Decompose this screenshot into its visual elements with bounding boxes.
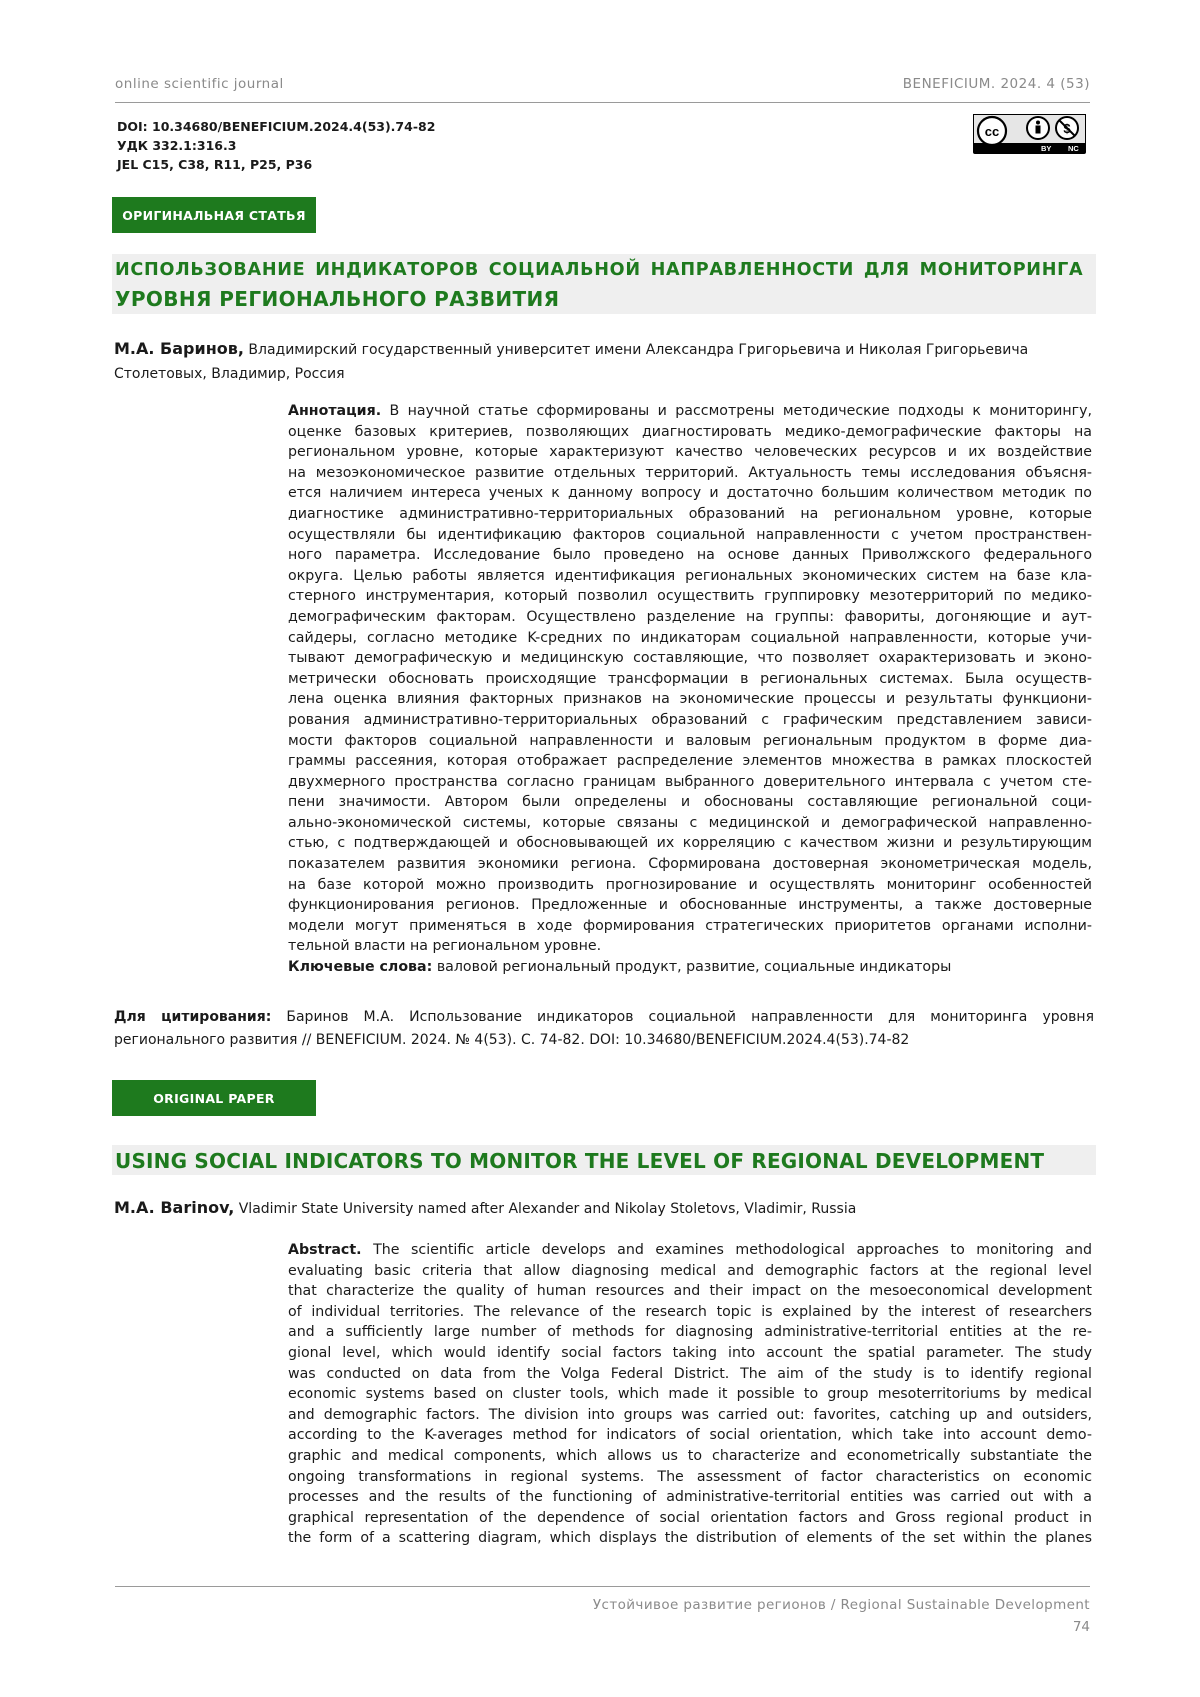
keywords-ru: [288, 957, 1092, 978]
abstract-line: оценке базовых критериев, позволяющих диагностировать медико-демографические факторы на: [288, 422, 1092, 443]
abstract-line: пени значимости. Автором были определены и обоснованы составляющие региональной соци-: [288, 792, 1092, 813]
jel-codes: JEL C15, C38, R11, P25, P36: [117, 155, 435, 174]
cc-by-label: BY: [1041, 144, 1051, 153]
abstract-line: мости факторов социальной направленности и валовым региональным продуктом в форме диа-: [288, 731, 1092, 752]
abstract-line: that characterize the quality of human resources and their impact on the mesoeconomical development: [288, 1281, 1092, 1302]
abstract-line: на базе которой можно производить прогнозирование и осуществлять мониторинг особенностей: [288, 875, 1092, 896]
abstract-line: according to the K-averages method for indicators of social orientation, which take into account demo-: [288, 1425, 1092, 1446]
author-name: М.А. Баринов,: [114, 339, 244, 358]
original-paper-tag: ORIGINAL PAPER: [112, 1080, 316, 1116]
article-title-en: [112, 1145, 1096, 1175]
abstract-line: ongoing transformations in regional systems. The assessment of factor characteristics on economic: [288, 1467, 1092, 1488]
abstract-line: демографическим факторам. Осуществлено разделение на группы: фавориты, догоняющие и аут-: [288, 607, 1092, 628]
title-line: USING SOCIAL INDICATORS TO MONITOR THE LEVEL OF REGIONAL DEVELOPMENT: [115, 1147, 1092, 1176]
abstract-line: economic systems based on cluster tools, which made it possible to group mesoterritoriums by medical: [288, 1384, 1092, 1405]
udk: УДК 332.1:316.3: [117, 136, 435, 155]
cc-nc-label: NC: [1068, 144, 1079, 153]
title-line: ИСПОЛЬЗОВАНИЕ ИНДИКАТОРОВ СОЦИАЛЬНОЙ НАПРАВЛЕННОСТИ ДЛЯ МОНИТОРИНГА: [115, 256, 1092, 285]
citation-label: Для цитирования:: [114, 1009, 271, 1025]
abstract-line: сайдеры, согласно методике K-средних по индикаторам социальной направленности, которые учи-: [288, 628, 1092, 649]
abstract-line: осуществляли бы идентификацию факторов социальной направленности с учетом пространствен-: [288, 525, 1092, 546]
abstract-line: граммы рассеяния, которая отображает распределение элементов множества в рамках плоскостей: [288, 751, 1092, 772]
keywords: валовой региональный продукт, развитие, социальные индикаторы: [437, 959, 952, 975]
journal-type: online scientific journal: [115, 76, 284, 92]
abstract-en: [288, 1240, 1092, 1549]
abstract-line: рования административно-территориальных образований с графическим представлением зависи-: [288, 710, 1092, 731]
footer-divider: [115, 1586, 1090, 1587]
abstract-line: округа. Целью работы является идентификация региональных экономических систем на базе кла-: [288, 566, 1092, 587]
abstract-label: Аннотация.: [288, 403, 381, 419]
svg-text:cc: cc: [985, 124, 999, 139]
abstract-line: graphic and medical components, which allows us to characterize and econometrically substantiate the: [288, 1446, 1092, 1467]
abstract-line: and a sufficiently large number of methods for diagnosing administrative-territorial entities at the re-: [288, 1322, 1092, 1343]
abstract-line: диагностике административно-территориальных образований на региональном уровне, которые: [288, 504, 1092, 525]
abstract-line: стью, с подтверждающей и обосновывающей их корреляцию с качеством жизни и результирующим: [288, 833, 1092, 854]
footer-journal-name: Устойчивое развитие регионов / Regional Sustainable Development: [593, 1597, 1090, 1613]
abstract-line: ется наличием интереса ученых к данному вопросу и достаточно большим количеством методик по: [288, 483, 1092, 504]
affiliation: Владимирский государственный университет имени Александра Григорьевича и Николая Григорьевича: [248, 342, 1028, 358]
author-affiliation-en: [114, 1196, 1094, 1221]
cc-license-icons: [974, 115, 1087, 145]
abstract-line: The scientific article develops and examines methodological approaches to monitoring and: [373, 1242, 1092, 1258]
abstract-line: processes and the results of the functioning of administrative-territorial entities was carried out with a: [288, 1487, 1092, 1508]
abstract-line: на мезоэкономическое развитие отдельных территорий. Актуальность темы исследования объясня-: [288, 463, 1092, 484]
abstract-line: evaluating basic criteria that allow diagnosing medical and demographic factors at the regional level: [288, 1261, 1092, 1282]
abstract-line: graphical representation of the dependence of social orientation factors and Gross regional product in: [288, 1508, 1092, 1529]
abstract-line: ально-экономической системы, которые связаны с медицинской и демографической направленно-: [288, 813, 1092, 834]
abstract-line: региональном уровне, которые характеризуют качество человеческих ресурсов и их воздействие: [288, 442, 1092, 463]
abstract-line: лена оценка влияния факторных признаков на экономические процессы и результаты функциони-: [288, 689, 1092, 710]
title-line: УРОВНЯ РЕГИОНАЛЬНОГО РАЗВИТИЯ: [115, 285, 1092, 314]
abstract-label: Abstract.: [288, 1242, 362, 1258]
citation-line: регионального развития // BENEFICIUM. 2024. № 4(53). С. 74-82. DOI: 10.34680/BENEFICIUM.2024.4(53).74-82: [114, 1029, 1094, 1052]
author-name: M.A. Barinov,: [114, 1198, 234, 1217]
keywords-label: Ключевые слова:: [288, 959, 432, 975]
abstract-line: and demographic factors. The division into groups was carried out: favorites, catching up and outsiders,: [288, 1405, 1092, 1426]
affiliation: Столетовых, Владимир, Россия: [114, 362, 1094, 386]
abstract-line: В научной статье сформированы и рассмотрены методические подходы к мониторингу,: [390, 403, 1093, 419]
abstract-line: показателем развития экономики региона. Сформирована достоверная эконометрическая модель,: [288, 854, 1092, 875]
abstract-line: ного параметра. Исследование было проведено на основе данных Приволжского федерального: [288, 545, 1092, 566]
affiliation: Vladimir State University named after Alexander and Nikolay Stoletovs, Vladimir, Russia: [239, 1201, 857, 1217]
citation-line: Баринов М.А. Использование индикаторов социальной направленности для мониторинга уровня: [286, 1009, 1094, 1025]
abstract-line: метрически обосновать происходящие трансформации в региональных системах. Была осуществ-: [288, 669, 1092, 690]
abstract-line: was conducted on data from the Volga Federal District. The aim of the study is to identify regional: [288, 1364, 1092, 1385]
article-identifiers: [117, 117, 435, 174]
original-article-tag: ОРИГИНАЛЬНАЯ СТАТЬЯ: [112, 197, 316, 233]
author-affiliation-ru: [114, 337, 1094, 386]
abstract-line: двухмерного пространства согласно границам выбранного доверительного интервала с учетом сте-: [288, 772, 1092, 793]
article-title-ru: [112, 254, 1096, 314]
abstract-line: of individual territories. The relevance of the research topic is explained by the interest of researchers: [288, 1302, 1092, 1323]
abstract-line: gional level, which would identify social factors taking into account the spatial parameter. The study: [288, 1343, 1092, 1364]
citation: [114, 1006, 1094, 1052]
journal-issue: BENEFICIUM. 2024. 4 (53): [903, 76, 1090, 92]
abstract-line: тельной власти на региональном уровне.: [288, 936, 1092, 957]
page-number: 74: [1073, 1619, 1090, 1635]
abstract-line: тывают демографическую и медицинскую составляющие, что позволяет охарактеризовать и эконо-: [288, 648, 1092, 669]
abstract-line: модели могут применяться в ходе формирования стратегических приоритетов органами исполни-: [288, 916, 1092, 937]
abstract-line: стерного инструментария, который позволил осуществить группировку мезотерриторий по медико-: [288, 586, 1092, 607]
doi: DOI: 10.34680/BENEFICIUM.2024.4(53).74-82: [117, 117, 435, 136]
abstract-line: функционирования регионов. Предложенные и обоснованные инструменты, а также достоверные: [288, 895, 1092, 916]
article-page: [0, 0, 1200, 1697]
abstract-line: the form of a scattering diagram, which displays the distribution of elements of the set within the planes: [288, 1528, 1092, 1549]
cc-license-badge: [973, 114, 1086, 154]
abstract-ru: [288, 401, 1092, 978]
header-divider: [115, 102, 1090, 103]
